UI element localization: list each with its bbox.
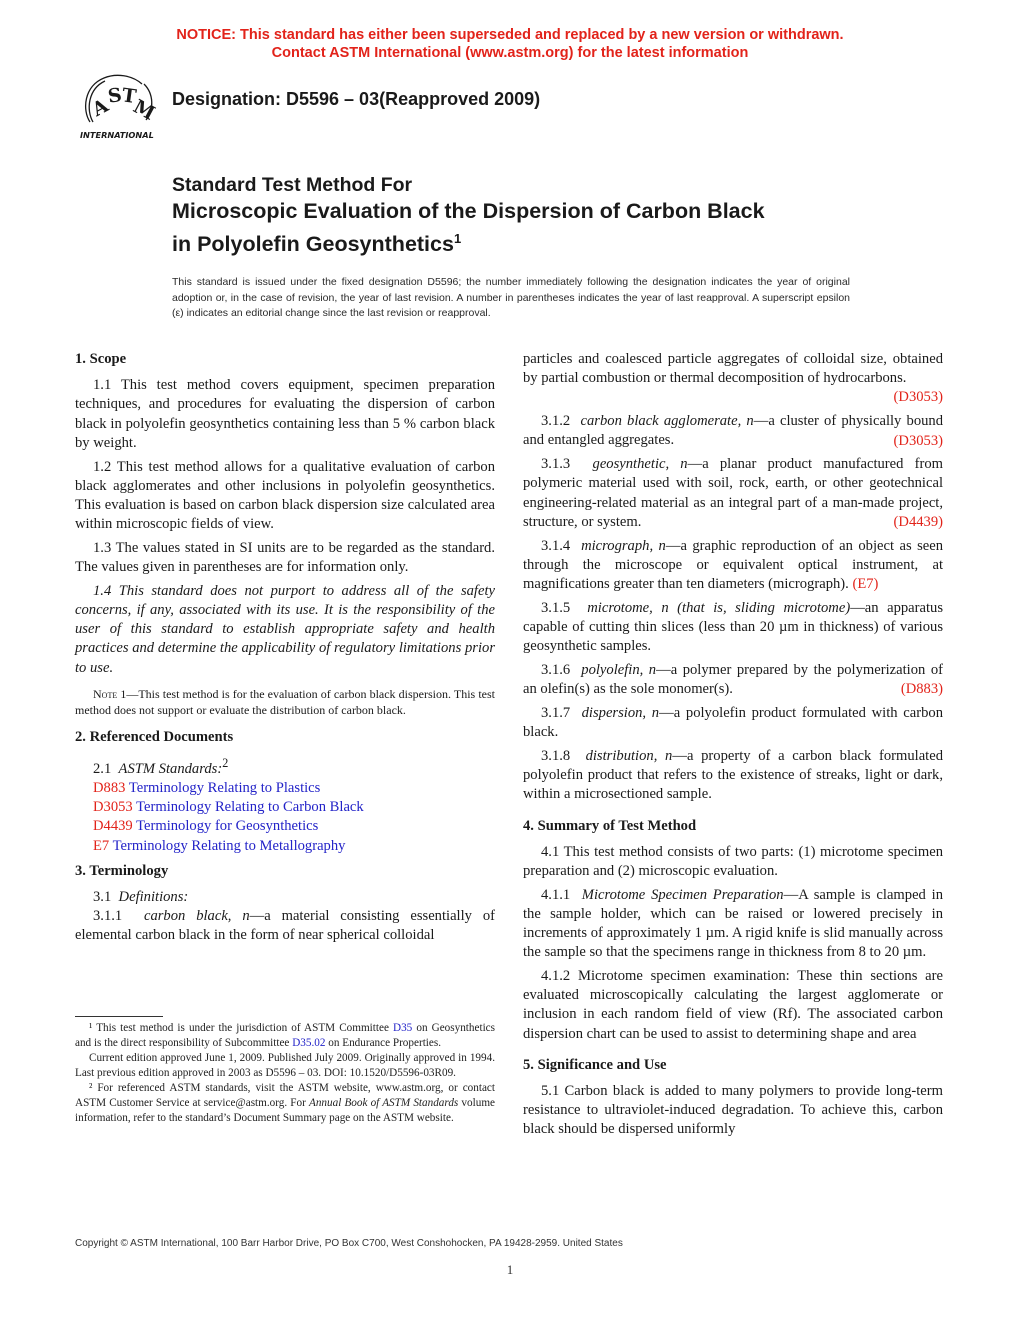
footnotes (75, 1021, 495, 1126)
title-line-1: Microscopic Evaluation of the Dispersion of Carbon Black (172, 199, 765, 223)
footnote-divider (75, 1016, 163, 1017)
section-5-heading: 5. Significance and Use (523, 1056, 667, 1073)
para-4-1-2: 4.1.2 Microtome specimen examination: These thin sections are evaluated microscopically calculating the largest agglomerate or inclusion in each random field of view (Rf). The associated carbon dispersion chart can be used to assist to determining shape and area (523, 968, 943, 1042)
term: carbon black, n (143, 908, 250, 925)
definition: —a planar product manufactured from polymeric material used with soil, rock, earth, or other geotechnical engineering-related material as an integral part of a man-made project, structure, or system. (523, 456, 943, 530)
fn1-text-c: on Endurance Properties. (325, 1037, 442, 1049)
para-3-1-5 (523, 599, 943, 657)
para-2-1-text: ASTM Standards: (118, 760, 223, 777)
para-3-1-4 (523, 537, 943, 595)
para-3-1-1 (75, 907, 495, 945)
fn1-text-b: on Geosynthetics and is the direct responsibility of Subcommittee (75, 1022, 495, 1049)
term: polyolefin, n (581, 661, 657, 678)
para-3-1-6 (523, 661, 943, 700)
term: distribution, n (585, 747, 673, 764)
definition-cont: particles and coalesced particle aggregates of colloidal size, obtained by partial combustion or thermal decomposition of hydrocarbons. (523, 351, 943, 387)
notice-line-1: NOTICE: This standard has either been superseded and replaced by a new version or withdrawn. (176, 27, 844, 43)
para-3-1-7 (523, 704, 943, 742)
note-1 (75, 686, 495, 718)
ref-link[interactable]: (E7) (852, 576, 879, 593)
term: dispersion, n (581, 705, 660, 722)
fn2-text-a: ² For referenced ASTM standards, visit the ASTM website, www.astm.org, or contact ASTM Customer Service at service@astm.org. For (75, 1082, 495, 1109)
footnote-2-ref[interactable]: 2 (222, 755, 229, 770)
para-2-1-num: 2.1 (93, 760, 112, 777)
svg-text:A: A (88, 94, 113, 121)
term: carbon black agglomerate, n (580, 413, 754, 430)
para-3-1-2 (523, 412, 943, 451)
para-3-1 (75, 888, 495, 907)
title-footnote-ref[interactable]: 1 (453, 231, 462, 246)
section-2-heading: 2. Referenced Documents (75, 728, 234, 745)
page-number: 1 (506, 1262, 514, 1277)
para-num: 3.1.5 (541, 599, 571, 616)
definition: —a polymer prepared by the polymerization of an olefin(s) as the sole monomer(s). (523, 661, 943, 698)
link-d35[interactable]: D35 (393, 1022, 413, 1034)
superseded-notice (0, 26, 1020, 62)
ref-title[interactable]: Terminology Relating to Metallography (112, 837, 346, 854)
section-4-heading: 4. Summary of Test Method (523, 817, 697, 834)
link-d35-02[interactable]: D35.02 (292, 1037, 326, 1049)
section-3-heading: 3. Terminology (75, 862, 169, 879)
svg-text:S: S (106, 84, 124, 108)
document-title (172, 173, 892, 258)
ref-title[interactable]: Terminology Relating to Carbon Black (136, 799, 364, 816)
svg-text:M: M (129, 95, 159, 125)
issuance-statement: This standard is issued under the fixed designation D5596; the number immediately following the designation indicates the year of original adoption or, in the case of revision, the year of last revision. A number in parentheses indicates the year of last reapproval. A superscript epsilon (ε) indicates an editorial change since the last revision or reapproval. (172, 276, 850, 319)
definition: —a material consisting essentially of elemental carbon black in the form of near spherical colloidal (75, 908, 496, 944)
para-1-1: 1.1 This test method covers equipment, specimen preparation techniques, and procedures for evaluating the dispersion of carbon black in polyolefin geosynthetics containing less than 5 % carbon black by weight. (75, 377, 495, 451)
footnote-1-edition: Current edition approved June 1, 2009. Published July 2009. Originally approved in 1994. Last previous edition approved in 2003 as D5596 – 03. DOI: 10.1520/D5596-03R09. (75, 1052, 495, 1079)
ref-code[interactable]: E7 (93, 837, 110, 854)
para-num: 3.1.7 (541, 705, 571, 722)
para-5-1: 5.1 Carbon black is added to many polymers to provide long-term resistance to ultraviolet-induced degradation. To achieve this, carbon black should be dispersed uniformly (523, 1083, 943, 1138)
para-1-3: 1.3 The values stated in SI units are to be regarded as the standard. The values given in parentheses are for information only. (75, 539, 495, 576)
ref-link[interactable]: (D883) (900, 681, 943, 698)
para-2-1 (75, 754, 495, 779)
term: microtome, n (that is, sliding microtome) (587, 599, 851, 616)
section-1-heading: 1. Scope (75, 351, 127, 367)
para-1-4: 1.4 This standard does not purport to address all of the safety concerns, if any, associated with its use. It is the responsibility of the user of this standard to establish appropriate safety and health practices and determine the applicability of regulatory limitations prior to use. (75, 582, 495, 676)
ref-title[interactable]: Terminology Relating to Plastics (128, 780, 321, 797)
para-num: 4.1.1 (541, 886, 571, 903)
para-1-2: 1.2 This test method allows for a qualitative evaluation of carbon black agglomerates and other inclusions in polyolefin geosynthetics. This evaluation is based on carbon black dispersion size calculated area within microscopic fields of view. (75, 458, 495, 533)
title-line-2-text: in Polyolefin Geosynthetics (172, 232, 454, 257)
para-4-1-1 (523, 886, 943, 963)
ref-code[interactable]: D4439 (93, 818, 133, 835)
fn2-italic: Annual Book of ASTM Standards (309, 1097, 459, 1109)
footnote-1 (75, 1021, 495, 1051)
para-3-1-num: 3.1 (93, 889, 112, 906)
definition: —a cluster of physically bound and entangled aggregates. (523, 413, 944, 449)
para-3-1-text: Definitions: (118, 889, 189, 906)
ref-code[interactable]: D883 (93, 780, 126, 797)
note-text: —This test method is for the evaluation of carbon black dispersion. This test method does not support or evaluate the distribution of carbon black. (75, 686, 495, 717)
definition: —A sample is clamped in the sample holder, which can be raised or lowered precisely in increments of approximately 1 µm. A rigid knife is slid manually across the sample so that the specimens range in thickness from 8 to 20 µm. (523, 886, 943, 961)
ref-item[interactable] (75, 798, 495, 817)
para-num: 3.1.6 (541, 661, 571, 678)
fn2-text-b: volume information, refer to the standard’s Document Summary page on the ASTM website. (75, 1097, 495, 1124)
ref-link[interactable]: (D3053) (893, 389, 943, 406)
ref-code[interactable]: D3053 (93, 799, 133, 816)
title-subtitle: Standard Test Method For (172, 174, 413, 196)
definition: —an apparatus capable of cutting thin slices (less than 20 µm in thickness) of various geosynthetic samples. (523, 599, 944, 655)
para-3-1-8 (523, 747, 943, 805)
para-3-1-1-cont (523, 350, 943, 408)
ref-link[interactable]: (D3053) (893, 432, 943, 449)
para-num: 3.1.4 (541, 537, 571, 554)
logo-org-text: INTERNATIONAL (80, 130, 154, 140)
para-4-1: 4.1 This test method consists of two parts: (1) microtome specimen preparation and (2) microscopic evaluation. (523, 843, 943, 879)
para-3-1-3 (523, 455, 943, 532)
definition: —a property of a carbon black formulated polyolefin product that refers to the existence of streaks, light or dark, within a microsectioned sample. (523, 747, 943, 803)
designation: Designation: D5596 – 03(Reapproved 2009) (172, 89, 541, 109)
definition: —a polyolefin product formulated with carbon black. (523, 705, 944, 741)
ref-item[interactable] (75, 817, 495, 836)
footnote-2 (75, 1081, 495, 1126)
term: micrograph, n (581, 537, 666, 554)
right-column (523, 350, 943, 1144)
term: Microtome Specimen Preparation (581, 886, 784, 903)
definition: —a graphic reproduction of an object as seen through the microscope or equivalent optical instrument, at magnifications greater than ten diameters (micrograph). (523, 537, 944, 593)
ref-item[interactable] (75, 837, 495, 856)
fn1-text-a: ¹ This test method is under the jurisdiction of ASTM Committee (89, 1022, 393, 1034)
term: geosynthetic, n (592, 456, 688, 473)
para-num: 3.1.3 (541, 456, 571, 473)
ref-item[interactable] (75, 779, 495, 798)
title-line-2 (172, 225, 892, 258)
ref-link[interactable]: (D4439) (893, 514, 943, 531)
ref-title[interactable]: Terminology for Geosynthetics (136, 818, 319, 835)
copyright: Copyright © ASTM International, 100 Barr Harbor Drive, PO Box C700, West Conshohocken, PA 19428-2959. United States (75, 1238, 623, 1249)
para-num: 3.1.1 (93, 908, 123, 925)
para-num: 3.1.2 (541, 413, 571, 430)
para-num: 3.1.8 (541, 747, 571, 764)
astm-logo-icon (76, 72, 160, 142)
notice-line-2: Contact ASTM International (www.astm.org) for the latest information (271, 45, 749, 61)
left-column (75, 350, 495, 950)
note-label: Note 1 (93, 686, 127, 701)
svg-text:T: T (120, 84, 138, 109)
